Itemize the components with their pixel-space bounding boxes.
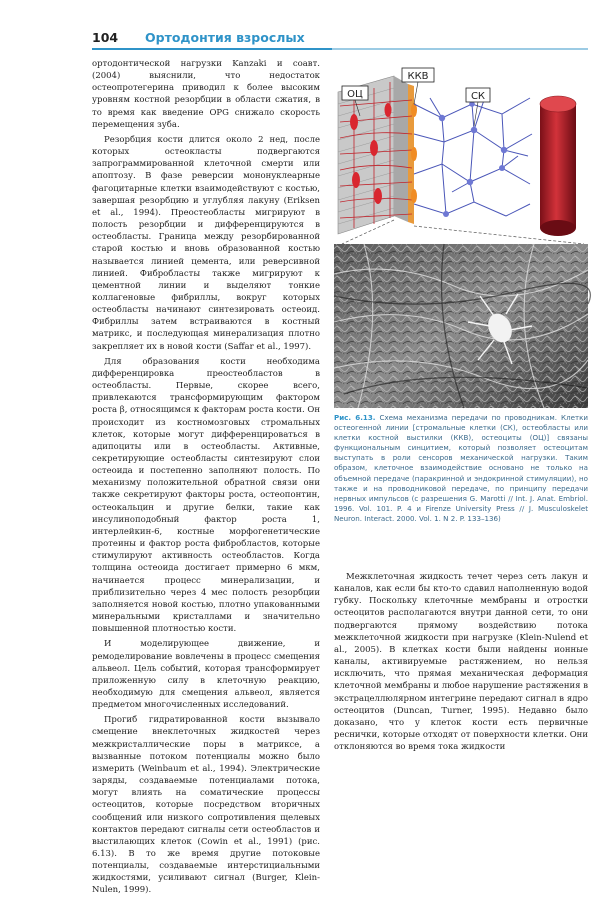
page-number: 104 bbox=[92, 30, 119, 45]
paragraph: Межклеточная жидкость течет через сеть лакун и каналов, как если бы кто-то сдавил наполненную водой губку. Поскольку клеточные мембраны и отростки остеоцитов располагаются внутри данной сети, то они подвергаются прямому воздействию потока межклеточной жидкости при нагрузке (Klein-Nulend et al., 2005). В клетках кости были найдены ионные каналы, активируемые растяжением, но нельзя исключить, что прямая механическая деформация клеточной мембраны и любое нарушение растяжения в экстрацеллюлярном интегрине передают сигнал в ядро остеоцитов (Duncan, Turner, 1995). Недавно было доказано, что у клеток кости есть первичные реснички, которые отходят от поверхности клетки. Они отклоняются во время тока жидкости bbox=[334, 572, 589, 753]
paragraph: Для образования кости необходима дифференцировка преостеобластов в остеобласты. Первые, скорее всего, привлекаются трансформирующим фактором роста β, относящимся к факторам роста кости. Он происходит из костномозговых стромальных клеток, которые могут дифференцироваться в адипоциты или в остеобласты. Активные, секретирующие остеобласты синтезируют слои остеоида и постепенно заполняют полость. По механизму положительной обратной связи они также секретируют факторы роста, остеопонтин, остеокальцин и другие белки, такие как инсулиноподобный фактор роста 1, интерлейкин-6, костные морфогенетические протеины и фактор роста фибробластов, которые стимулируют активность остеобластов. Когда толщина остеоида достигает примерно 6 мкм, начинается процесс минерализации, и приблизительно через 4 мес полость резорбции заполняется новой костью, плотно упакованными минеральными кристаллами и значительно повышенной плотностью кости. bbox=[92, 356, 320, 635]
sem-micrograph bbox=[334, 244, 590, 408]
paragraph: ортодонтической нагрузки Kanzaki и соавт. (2004) выяснили, что недостаток остеопротегерина приводил к более высоким уровням костной резорбции в области сжатия, в то время как введение OPG снижало скорость перемещения зуба. bbox=[92, 59, 320, 130]
running-title: Ортодонтия взрослых bbox=[145, 30, 305, 45]
paragraph: Прогиб гидратированной кости вызывало смещение внеклеточных жидкостей через межкристаллические поры в матриксе, а вызванные потоком потенциалы можно было измерить (Weinbaum et al., 1994). Электрические заряды, создаваемые потенциалами потока, могут влиять на соматические процессы остеоцитов, которые посредством вторичных сообщений или низкого сопротивления щелевых контактов передают сигналы сети остеобластов и выстилающих клеток (Cowin et al., 1991) (рис. 6.13). В то же время другие потоковые потенциалы, создаваемые интерстициальными жидкостями, усиливают сигнал (Burger, Klein-Nulen, 1999). bbox=[92, 715, 320, 896]
label-sk-text: СК bbox=[470, 91, 486, 102]
paragraph: И моделирующее движение, и ремоделирование вовлечены в процесс смещения альвеол. Цель событий, которая трансформирует приложенную силу в клеточную реакцию, необходимую для смещения альвеол, является предметом многочисленных исследований. bbox=[92, 639, 320, 711]
figure-illustration bbox=[334, 64, 588, 408]
label-oc-text: ОЦ bbox=[347, 89, 363, 100]
paragraph: Резорбция кости длится около 2 нед, после которых остеокласты подвергаются запрограммированной клеточной смерти или апоптозу. В фазе реверсии мононуклеарные фагоцитарные клетки взаимодействуют с костью, завершая резорбцию и углубляя лакуну (Eriksen et al., 1994). Преостеобласты мигрируют в полость резорбции и дифференцируются в остеобласты. Граница между резорбированной старой костью и вновь образованной костью называется линией цемента, или реверсивной линией. Фибробласты также мигрируют к цементной линии и выделяют тонкие коллагеновые фибриллы, вокруг которых остеобласты начинают синтезировать остеоид. Фибриллы затем встраиваются в костный матрикс, и последующая минерализация плотно закрепляет их в новой кости (Saffar et al., 1997). bbox=[92, 134, 320, 352]
label-kkv-text: ККВ bbox=[407, 71, 429, 82]
figure-6-13 bbox=[334, 64, 588, 408]
header-rule bbox=[92, 48, 588, 50]
label-sk bbox=[466, 88, 490, 126]
figure-label: Рис. 6.13. bbox=[334, 413, 376, 422]
right-text-column bbox=[334, 571, 588, 753]
stromal-network bbox=[414, 94, 532, 216]
left-text-column bbox=[92, 58, 320, 900]
figure-caption bbox=[334, 413, 588, 524]
figure-caption-text: Схема механизма передачи по проводникам. Клетки остеогенной линии [стромальные клетки (СК), остеобласты или клетки костной выстилки (ККВ), остеоциты (ОЦ)] связаны функциональным синцитием, который позволяет остеоцитам выступать в роли сенсоров механической нагрузки. Таким образом, клеточное взаимодействие основано не только на объемной передаче (паракринной и эндокринной стимуляции), но также и на проводниковой передаче, по принципу передачи нервных импульсов (с разрешения G. Marotti // Int. J. Anat. Embriol. 1996. Vol. 101. P. 4 и Firenze University Press // J. Musculoskelet Neuron. Interact. 2000. Vol. 1. N 2. P. 133–136) bbox=[334, 413, 588, 523]
blood-vessel bbox=[540, 96, 576, 236]
